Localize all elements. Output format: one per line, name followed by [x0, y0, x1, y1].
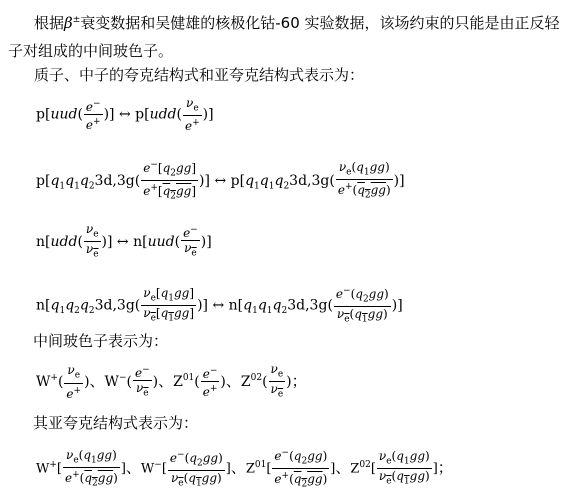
neutrino: ν [186, 96, 194, 110]
paren: ) [200, 233, 207, 250]
double-arrow-icon: ↔ [214, 172, 227, 189]
intro-paragraph [8, 6, 560, 65]
paren: ) [101, 233, 107, 250]
double-arrow-icon: ↔ [116, 233, 129, 250]
eq4-fraction-left: $\frac{\nu_e[q_1gg]}{\nu_e[q_1gg]}$ [143, 285, 195, 324]
paren: ( [329, 172, 335, 189]
electron: e [85, 100, 94, 115]
bracket: ] [206, 233, 212, 250]
equation-1 [36, 96, 214, 133]
paren: ) [391, 297, 398, 314]
eq4-fraction-right: $\frac{e^-(q_2gg)}{\nu_e(q_1gg)}$ [335, 286, 389, 325]
bracket: ] [397, 297, 403, 314]
w-boson: W [36, 373, 51, 390]
eq2-right-body: 3d,3g [289, 172, 330, 189]
bracket: ] [202, 297, 208, 314]
eq3-left-quarks: udd [50, 233, 78, 250]
eq4-right-head: n[ [228, 297, 244, 314]
paren: ( [77, 106, 83, 123]
sub: e [193, 103, 199, 114]
bracket: ] [204, 172, 210, 189]
w-minus-fraction: $\frac{e^-}{\nu_e}$ [134, 365, 150, 399]
paren: ) [103, 106, 110, 123]
paren: ) [197, 297, 203, 314]
z02-fraction: $\frac{\nu_e}{\nu_e}$ [270, 362, 284, 400]
beta-sup: ± [72, 15, 81, 25]
bracket: ] [208, 106, 214, 123]
beta-symbol: β [64, 14, 73, 32]
paren: ) [202, 106, 209, 123]
intro-second-line: 质子、中子的夸克结构式和亚夸克结构式表示为： [34, 66, 365, 84]
eq1-left-head: p[ [36, 106, 51, 123]
eq3-right-head: n[ [133, 233, 148, 250]
eq2-left-head: p[ [36, 172, 51, 189]
boson-list: W+( $\frac{\nu_e}{e^+}$ )、W−( $\frac{e^-}{\nu_e}$ )、$Z^{01}$( $\frac{e^-}{e^+}$ )、$Z^{02}$( $\frac{\nu_e}{\nu_e}$ )； [36, 362, 307, 401]
eq2-right-head: p[ [230, 172, 246, 189]
middle-boson-label: 中间玻色子表示为： [33, 332, 169, 350]
eq4-right-body: 3d,3g [287, 297, 328, 314]
separator: 、 [158, 371, 174, 390]
eq1-right-head: p[ [135, 106, 150, 123]
paren: ( [174, 233, 181, 250]
sup: 02 [250, 373, 263, 384]
semicolon: ； [291, 371, 307, 390]
eq3-fraction-left: $\frac{\nu_e}{\nu_e}$ [85, 222, 99, 260]
paren: ( [77, 233, 83, 250]
paren: ( [327, 297, 333, 314]
eq1-right-quarks: udd [149, 106, 177, 123]
eq4-left-head: n[ [36, 297, 51, 314]
equation-4: $n[q_1q_2q_23d,3g$( $\frac{\nu_e[q_1gg]}{\nu_e[q_1gg]}$ )] ↔ $n[q_1q_1q_23d,3g$( $\frac{e^-(q_2gg)}{\nu_e(q_1gg)}$ )] [36, 285, 403, 325]
paren: ( [134, 172, 141, 189]
w-plus-fraction: $\frac{\nu_e}{e^+}$ [66, 363, 82, 401]
double-arrow-icon: ↔ [212, 297, 225, 314]
eq2-fraction-right: $\frac{\nu_e(q_1gg)}{e^+(q_2gg)}$ [337, 159, 391, 201]
z01-fraction: $\frac{e^-}{e^+}$ [202, 366, 218, 400]
bracket: ] [399, 172, 405, 189]
sup: − [93, 99, 101, 110]
eq4-left-body: 3d,3g [94, 297, 135, 314]
separator: 、 [89, 371, 105, 390]
z01-sub-fraction: $\frac{e^-(q_2gg)}{e^+(q_2gg)}$ [274, 448, 328, 490]
eq3-fraction-right: $\frac{e^-}{\nu_e}$ [183, 225, 198, 259]
eq3-left-head: n[ [36, 233, 51, 250]
sup: + [192, 118, 200, 129]
separator: 、 [225, 371, 241, 390]
bracket: ] [107, 233, 113, 250]
bracket: ] [109, 106, 115, 123]
z02-sub-fraction: $\frac{\nu_e(q_1gg)}{\nu_e(q_1gg)}$ [378, 449, 430, 487]
positron: e [185, 119, 193, 134]
eq3-right-quarks: uud [147, 233, 175, 250]
paren: ( [176, 106, 182, 123]
paren: ( [134, 297, 141, 314]
paren: ) [393, 172, 400, 189]
w-plus-sub-fraction: $\frac{\nu_e(q_1gg)}{e^+(q_2gg)}$ [65, 447, 118, 489]
equation-3 [36, 222, 212, 262]
z-boson: Z [173, 373, 183, 390]
double-arrow-icon: ↔ [118, 106, 131, 123]
sub-quark-label: 其亚夸克结构式表示为： [33, 414, 199, 432]
eq2-fraction-left: $\frac{e^-[q_2gg]}{e^+[q_2gg]}$ [143, 160, 197, 202]
eq1-left-quarks: uud [50, 106, 78, 123]
eq2-left-body: 3d,3g [94, 172, 135, 189]
paren: ) [199, 172, 205, 189]
boson-subquark-list: W+[ $\frac{\nu_e(q_1gg)}{e^+(q_2gg)}$ ]、W−[ $\frac{e^-(q_2gg)}{\nu_e(q_1gg)}$ ]、$Z^{01}$[ $\frac{e^-(q_2gg)}{e^+(q_2gg)}$ ]、$Z^{02}$[ $\frac{\nu_e(q_1gg)}{\nu_e(q_1gg)}$ ]； [36, 447, 453, 490]
sup: 01 [182, 373, 195, 384]
positron: e [85, 118, 94, 133]
equation-2: $p[q_1q_1q_23d,3g$( $\frac{e^-[q_2gg]}{e^+[q_2gg]}$ )] ↔ $p[q_1q_1q_23d,3g$( $\frac{\nu_e(q_1gg)}{e^+(q_2gg)}$ )] [36, 159, 405, 202]
intro-rest: 衰变数据和吴健雄的核极化钴-60 实验数据，该场约束的只能是由正反轻子对组成的中间玻色子。 [8, 14, 560, 60]
w-minus-sub-fraction: $\frac{e^-(q_2gg)}{\nu_e(q_1gg)}$ [169, 449, 223, 489]
sup: + [93, 117, 101, 128]
eq1-fraction-left [84, 97, 103, 132]
eq1-fraction-right [183, 96, 202, 133]
intro-lead: 根据 [34, 14, 65, 32]
